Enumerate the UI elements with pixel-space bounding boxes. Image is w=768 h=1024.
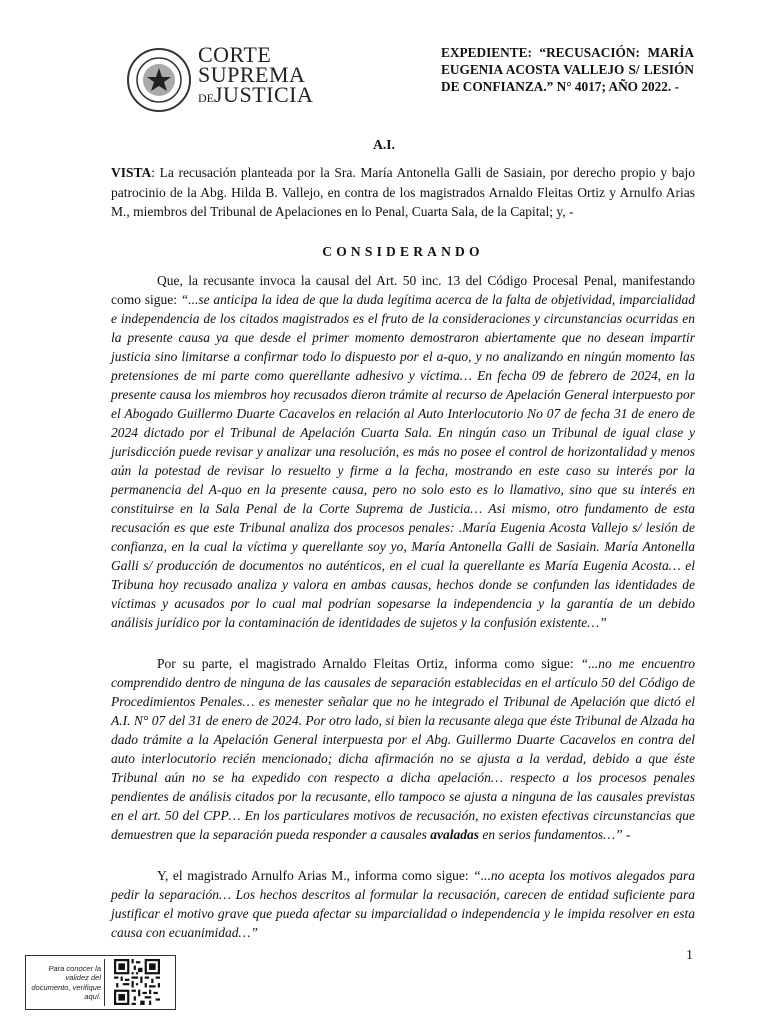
vista-paragraph <box>111 163 695 222</box>
logo-justicia: JUSTICIA <box>214 82 314 107</box>
logo-de: DE <box>198 91 214 105</box>
paragraph-recusante <box>111 271 695 632</box>
qr-code-icon[interactable] <box>114 959 160 1005</box>
verification-divider <box>104 959 105 1006</box>
p2-quote-a: “...no me encuentro comprendido dentro de ninguna de las causales de separación establecidas en el artículo 50 del Código de Procedimientos Penales… es menester señalar que no he integrado el Tribunal de Apelación que dictó el A.I. N° 07 del 31 de enero de 2024. Por otro lado, si bien la recusante alega que éste Tribunal de Alzada ha dado trámite a la Apelación General interpuesta por el Abg. Guillermo Duarte Cacavelos en contra del auto interlocutorio recién mencionado; dicha afirmación no se ajusta a la verdad, debido a que éste Tribunal aún no se ha expedido con respecto a dicha apelación… respecto a los procesos penales pendientes de análisis citados por la recusante, ello tampoco se ajusta a ninguna de las causales previstas en el art. 50 del CPP… En los particulares motivos de recusación, no existen efectivas circunstancias que demuestren que la separación pueda responder a causales <box>111 656 695 842</box>
p2-tail: - <box>622 827 631 842</box>
document-title: A.I. <box>373 137 395 152</box>
p3-intro: Y, el magistrado Arnulfo Arias M., informa como sigue: <box>157 868 474 883</box>
verification-box[interactable] <box>25 955 176 1010</box>
court-logo <box>126 42 326 115</box>
paragraph-arias <box>111 866 695 942</box>
logo-line-corte: CORTE <box>198 42 272 67</box>
paragraph-fleitas <box>111 654 695 844</box>
p2-intro: Por su parte, el magistrado Arnaldo Fleitas Ortiz, informa como sigue: <box>157 656 581 671</box>
p1-quote: “...se anticipa la idea de que la duda legítima acerca de la falta de objetividad, imparcialidad e independencia de los citados magistrados es el fruto de la consideraciones y circunstancias ocurridas en la presente causa ya que desde el primer momento demostraron abiertamente que no desean impartir justicia sino limitarse a confirmar todo lo dispuesto por el a-quo, y no analizando en ningún momento las pretensiones de mi parte como querellante adhesivo y víctima… En fecha 09 de febrero de 2024, en la presente causa los miembros hoy recusados dieron trámite al recurso de Apelación General interpuesto por el Abogado Guillermo Duarte Cacavelos en relación al Auto Interlocutorio No 07 de fecha 31 de enero de 2024 dictado por el Tribunal de Apelación Cuarta Sala. En ningún caso un Tribunal de igual clase y jurisdicción puede revisar y analizar una resolución, es más no posee el control de horizontalidad y menos aún la potestad de revisar lo resuelto y firme a la fecha, mostrando en este caso su interés por la permanencia del A-quo en la presente causa, pero no solo esto es lo llamativo, sino que su interés en constituirse en la Sala Penal de la Corte Suprema de Justicia… Asi mismo, otro fundamento de esta recusación es que este Tribunal analiza dos procesos penales: .María Eugenia Acosta Vallejo s/ lesión de confianza, en la cual la víctima y querellante soy yo, María Antonella Galli de Sasiain. María Antonella Galli s/ producción de documentos no auténticos, en el cual la querellante es María Eugenia Acosta… el Tribuna hoy recusado analiza y valora en ambas causas, hechos donde se confunden las identidades de víctimas y acusados por lo cual mal podrían sopesarse la independencia y la garantía de un debido análisis jurídico por la contaminación de identidades de sujetos y la confusión existente…” <box>111 292 695 630</box>
vista-label: VISTA <box>111 165 152 180</box>
p1-intro: Que, la recusante invoca la causal del Art. 50 inc. 13 del Código Procesal Penal, manifestando como sigue: <box>111 273 695 307</box>
p3-quote: “...no acepta los motivos alegados para pedir la separación… Los hechos descritos al formular la recusación, carecen de entidad suficiente para justificar el motivo grave que pueda afectar su imparcialidad o independencia y le impida resolver en esta causa con ecuanimidad…” <box>111 868 695 940</box>
vista-text: : La recusación planteada por la Sra. María Antonella Galli de Sasiain, por derecho propio y bajo patrocinio de la Abg. Hilda B. Vallejo, en contra de los magistrados Arnaldo Fleitas Ortiz y Arnulfo Arias M., miembros del Tribunal de Apelaciones en lo Penal, Cuarta Sala, de la Capital; y, - <box>111 165 695 219</box>
p2-quote-b: en serios fundamentos…” <box>478 827 623 842</box>
considerando-heading: CONSIDERANDO <box>322 244 484 259</box>
court-name <box>198 42 314 108</box>
court-seal-icon <box>126 47 192 113</box>
verification-text: Para conocer la validez del documento, verifique aquí. <box>31 964 101 1002</box>
logo-line-suprema: SUPREMA <box>198 62 306 87</box>
logo-line-justicia <box>198 82 314 108</box>
p2-quote-bold: avaladas <box>430 827 479 842</box>
page-number: 1 <box>686 948 693 963</box>
expediente-heading: EXPEDIENTE: “RECUSACIÓN: MARÍA EUGENIA ACOSTA VALLEJO S/ LESIÓN DE CONFIANZA.” N° 4017; AÑO 2022. - <box>441 45 694 94</box>
